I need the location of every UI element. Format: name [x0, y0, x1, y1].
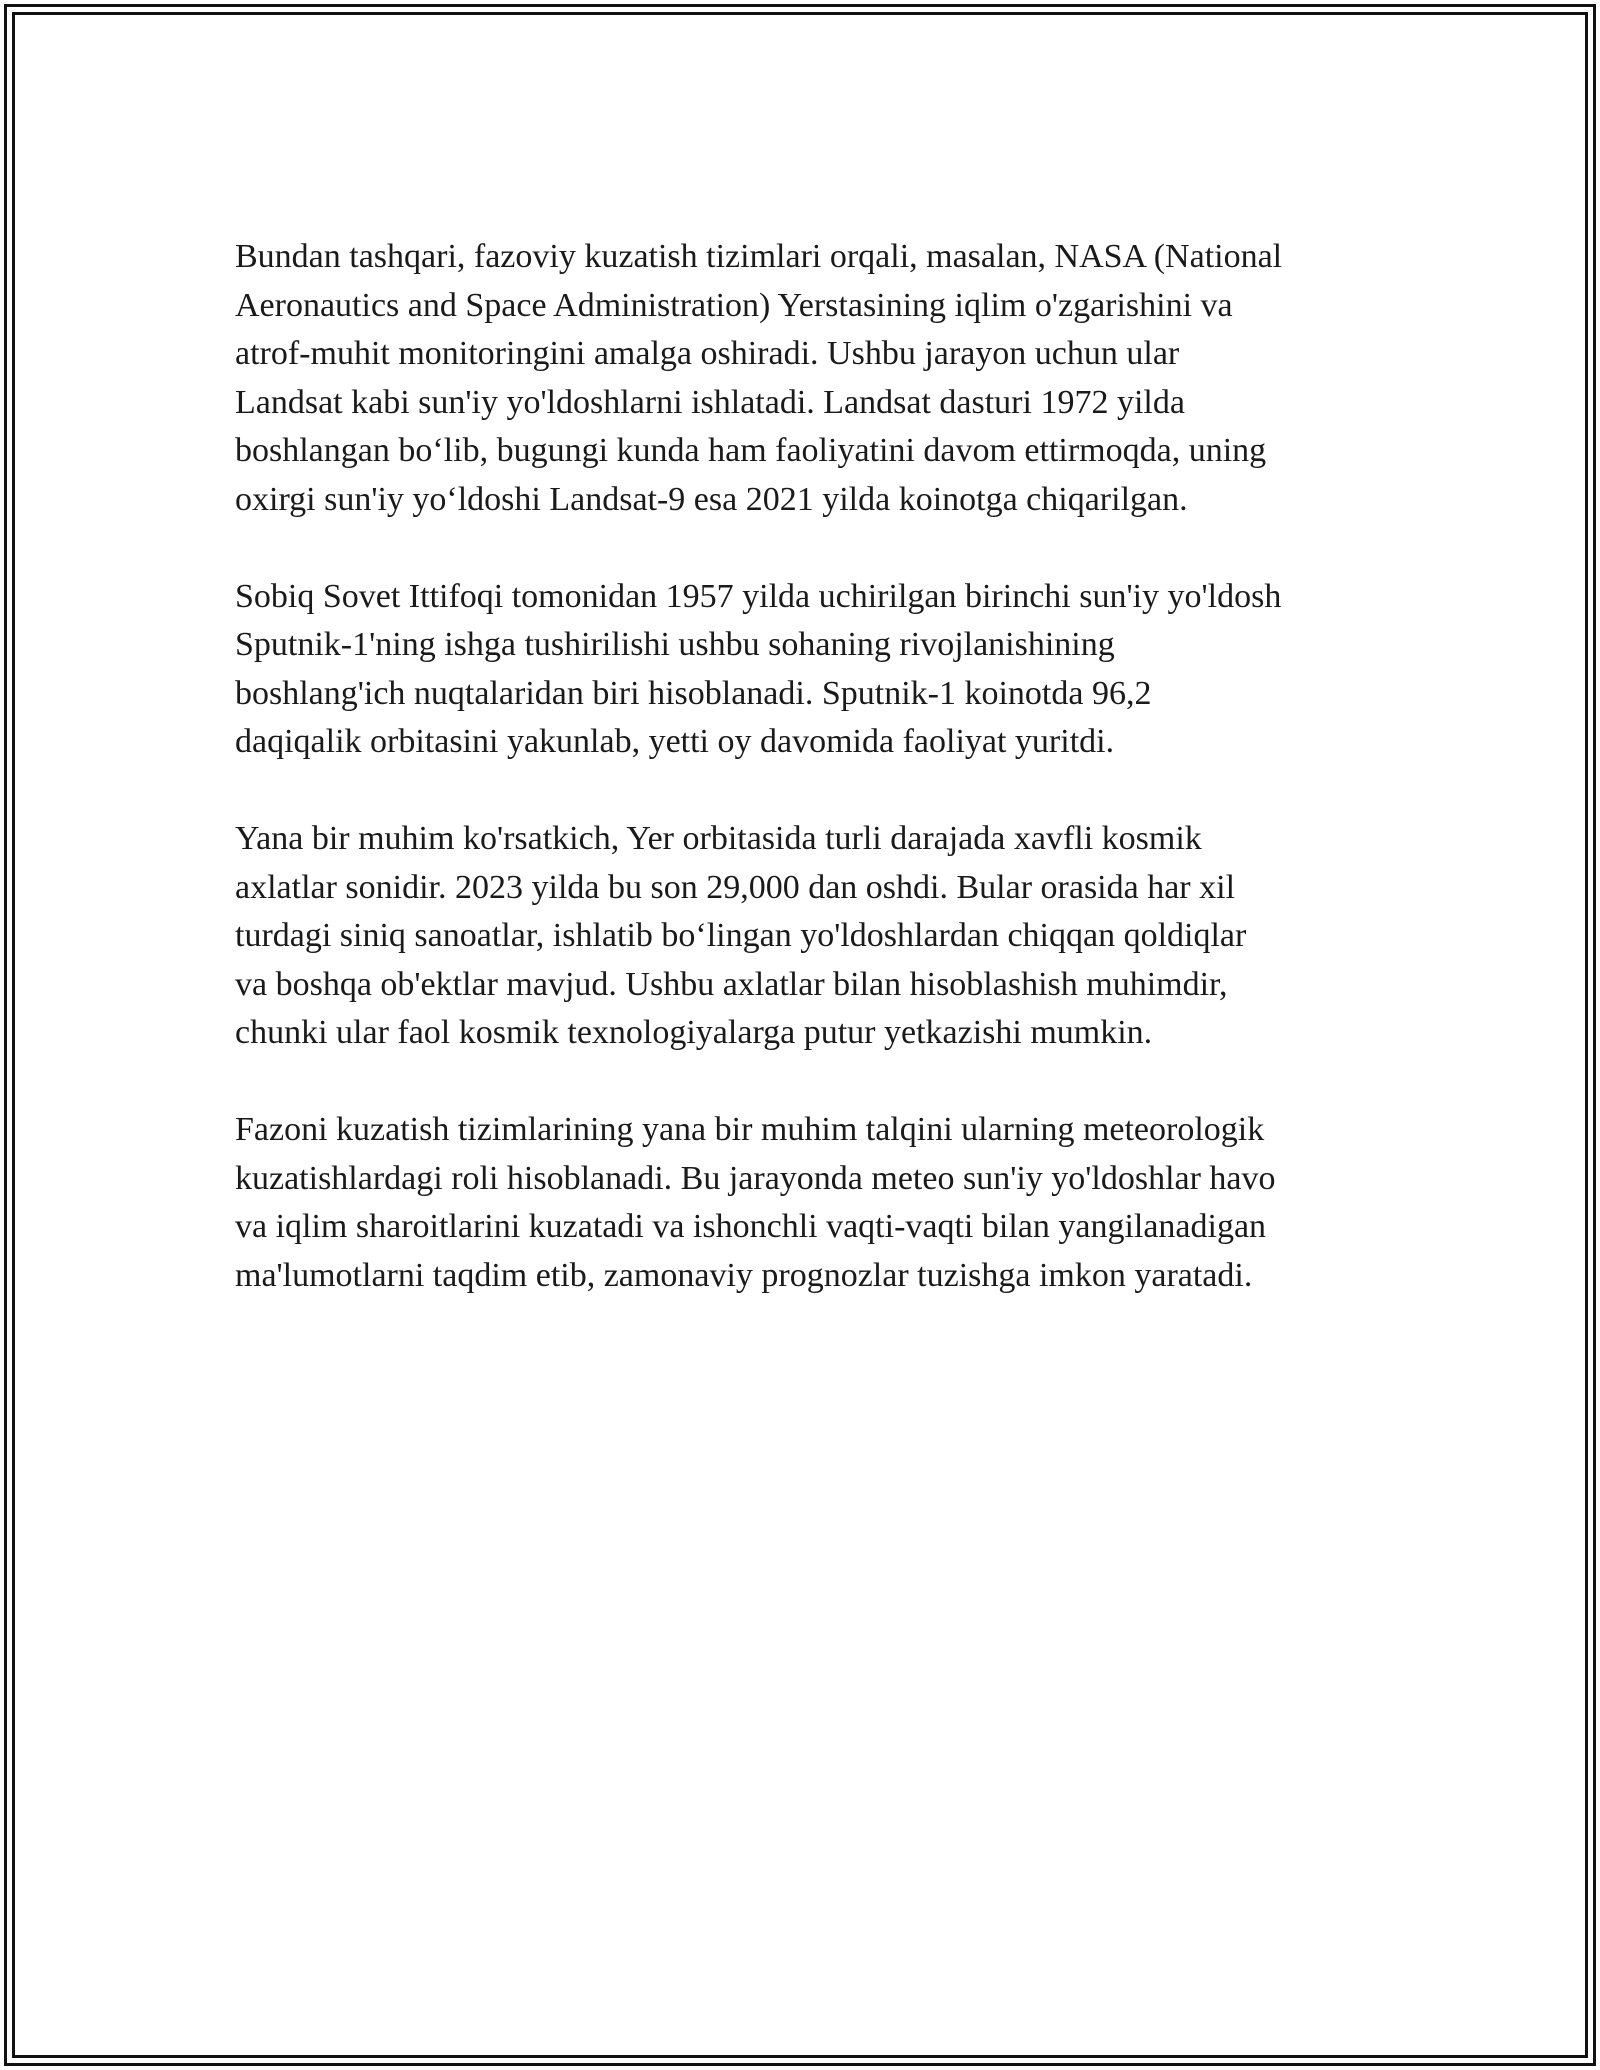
paragraph-space-debris: Yana bir muhim ko'rsatkich, Yer orbitasida turli darajada xavfli kosmik axlatlar sonidir. 2023 yilda bu son 29,000 dan oshdi. Bular orasida har xil turdagi siniq sanoatlar, ishlatib bo‘lingan yo'ldoshlardan chiqqan qoldiqlar va boshqa ob'ektlar mavjud. Ushbu axlatlar bilan hisoblashish muhimdir, chunki ular faol kosmik texnologiyalarga putur yetkazishi mumkin.: [235, 820, 1247, 1051]
paragraph-landsat: Bundan tashqari, fazoviy kuzatish tizimlari orqali, masalan, NASA (National Aeronautics and Space Administration) Yerstasining iqlim o'zgarishini va atrof-muhit monitoringini amalga oshiradi. Ushbu jarayon uchun ular Landsat kabi sun'iy yo'ldoshlarni ishlatadi. Landsat dasturi 1972 yilda boshlangan bo‘lib, bugungi kunda ham faoliyatini davom ettirmoqda, uning oxirgi sun'iy yo‘ldoshi Landsat-9 esa 2021 yilda koinotga chiqarilgan.: [235, 238, 1283, 518]
paragraph-meteorology: Fazoni kuzatish tizimlarining yana bir muhim talqini ularning meteorologik kuzatishlardagi roli hisoblanadi. Bu jarayonda meteo sun'iy yo'ldoshlar havo va iqlim sharoitlarini kuzatadi va ishonchli vaqti-vaqti bilan yangilanadigan ma'lumotlarni taqdim etib, zamonaviy prognozlar tuzishga imkon yaratadi.: [235, 1111, 1276, 1294]
document-body: [235, 233, 1385, 1349]
paragraph-sputnik: Sobiq Sovet Ittifoqi tomonidan 1957 yilda uchirilgan birinchi sun'iy yo'ldosh Sputnik-1'ning ishga tushirilishi ushbu sohaning rivojlanishining boshlang'ich nuqtalaridan biri hisoblanadi. Sputnik-1 koinotda 96,2 daqiqalik orbitasini yakunlab, yetti oy davomida faoliyat yuritdi.: [235, 577, 1282, 760]
